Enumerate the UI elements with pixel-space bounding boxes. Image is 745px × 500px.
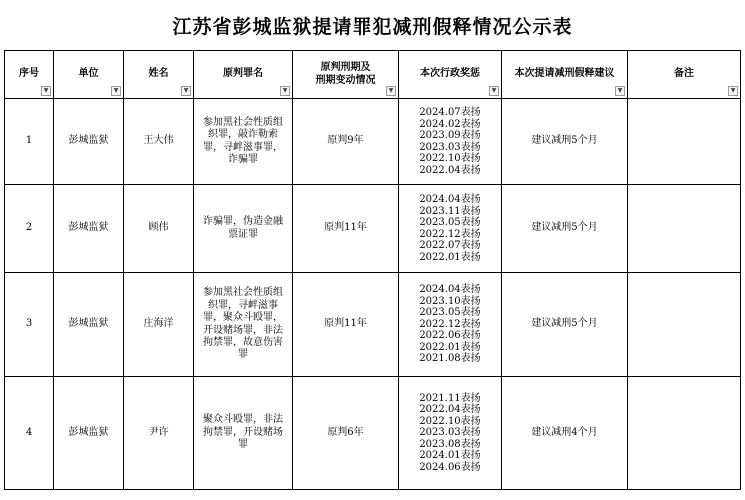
header-unit-label: 单位 — [78, 68, 99, 80]
table-row — [5, 185, 741, 273]
filter-dropdown-icon[interactable]: ▼ — [386, 86, 396, 96]
cell-name: 庄海洋 — [124, 273, 194, 377]
cell-term: 原判6年 — [293, 377, 399, 490]
cell-remark — [628, 273, 741, 377]
header-seq-label: 序号 — [19, 68, 39, 80]
filter-dropdown-icon[interactable]: ▼ — [181, 86, 191, 96]
award-entry: 2023.03表扬 — [419, 427, 481, 439]
cell-term: 原判9年 — [293, 99, 399, 185]
header-name — [124, 51, 194, 99]
filter-dropdown-icon[interactable]: ▼ — [728, 86, 738, 96]
award-entry: 2022.04表扬 — [419, 164, 481, 176]
cell-crime: 聚众斗殴罪，非法拘禁罪，开设赌场罪 — [194, 377, 293, 490]
award-entry: 2022.04表扬 — [419, 404, 481, 416]
cell-crime: 参加黑社会性质组织罪，寻衅滋事罪，聚众斗殴罪，开设赌场罪，非法拘禁罪，故意伤害罪 — [194, 273, 293, 377]
header-unit — [54, 51, 124, 99]
header-term-line2: 刑期变动情况 — [315, 74, 376, 86]
award-entry: 2023.10表扬 — [419, 295, 481, 307]
header-term — [293, 51, 399, 99]
header-proposal — [502, 51, 628, 99]
header-name-label: 姓名 — [148, 68, 169, 80]
cell-unit: 彭城监狱 — [54, 273, 124, 377]
cell-seq: 2 — [5, 185, 54, 273]
cell-awards — [399, 99, 502, 185]
header-awards-label: 本次行政奖惩 — [420, 68, 480, 80]
cell-unit: 彭城监狱 — [54, 99, 124, 185]
cell-crime: 参加黑社会性质组织罪，敲诈勒索罪，寻衅滋事罪，诈骗罪 — [194, 99, 293, 185]
header-crime — [194, 51, 293, 99]
award-entry: 2022.06表扬 — [419, 330, 481, 342]
filter-dropdown-icon[interactable]: ▼ — [489, 86, 499, 96]
award-entry: 2022.01表扬 — [419, 341, 481, 353]
cell-remark — [628, 185, 741, 273]
cell-seq: 4 — [5, 377, 54, 490]
cell-awards — [399, 273, 502, 377]
header-row — [5, 51, 741, 99]
award-entry: 2024.07表扬 — [419, 107, 481, 118]
header-seq — [5, 51, 54, 99]
award-entry: 2022.01表扬 — [419, 251, 481, 263]
cell-seq: 1 — [5, 99, 54, 185]
award-entry: 2023.08表扬 — [419, 438, 481, 450]
header-proposal-label: 本次提请减刑假释建议 — [514, 68, 615, 80]
cell-remark — [628, 377, 741, 490]
header-remark — [628, 51, 741, 99]
page-title: 江苏省彭城监狱提请罪犯减刑假释情况公示表 — [172, 15, 573, 38]
award-entry: 2022.12表扬 — [419, 228, 481, 240]
award-entry: 2024.04表扬 — [419, 194, 481, 205]
table-row — [5, 99, 741, 185]
header-crime-label: 原判罪名 — [223, 68, 263, 80]
award-entry: 2024.02表扬 — [419, 118, 481, 130]
award-entry: 2021.08表扬 — [419, 353, 481, 365]
award-entry: 2023.09表扬 — [419, 130, 481, 141]
cell-awards — [399, 185, 502, 273]
cell-term: 原判11年 — [293, 273, 399, 377]
cell-proposal: 建议减刑4个月 — [502, 377, 628, 490]
cell-remark — [628, 99, 741, 185]
header-remark-label: 备注 — [674, 68, 694, 80]
filter-dropdown-icon[interactable]: ▼ — [41, 86, 51, 96]
award-entry: 2022.12表扬 — [419, 318, 481, 330]
award-entry: 2024.01表扬 — [419, 450, 481, 462]
cell-name: 尹许 — [124, 377, 194, 490]
table-row — [5, 273, 741, 377]
award-entry: 2023.05表扬 — [419, 307, 481, 319]
cell-proposal: 建议减刑5个月 — [502, 99, 628, 185]
cell-term: 原判11年 — [293, 185, 399, 273]
cell-unit: 彭城监狱 — [54, 185, 124, 273]
award-entry: 2022.10表扬 — [419, 415, 481, 427]
cell-seq: 3 — [5, 273, 54, 377]
cell-crime: 诈骗罪，伪造金融票证罪 — [194, 185, 293, 273]
award-entry: 2021.11表扬 — [419, 392, 481, 404]
public-notice-table — [4, 50, 741, 490]
header-awards — [399, 51, 502, 99]
award-entry: 2022.10表扬 — [419, 153, 481, 164]
filter-dropdown-icon[interactable]: ▼ — [615, 86, 625, 96]
award-entry: 2023.11表扬 — [419, 205, 481, 217]
cell-name: 顾伟 — [124, 185, 194, 273]
cell-awards — [399, 377, 502, 490]
cell-proposal: 建议减刑5个月 — [502, 273, 628, 377]
cell-name: 王大伟 — [124, 99, 194, 185]
header-term-line1: 原判刑期及 — [320, 62, 371, 74]
filter-dropdown-icon[interactable]: ▼ — [111, 86, 121, 96]
award-entry: 2023.05表扬 — [419, 217, 481, 228]
award-entry: 2023.03表扬 — [419, 141, 481, 153]
filter-dropdown-icon[interactable]: ▼ — [280, 86, 290, 96]
cell-proposal: 建议减刑5个月 — [502, 185, 628, 273]
table-row — [5, 377, 741, 490]
award-entry: 2024.06表扬 — [419, 461, 481, 473]
cell-unit: 彭城监狱 — [54, 377, 124, 490]
award-entry: 2022.07表扬 — [419, 240, 481, 251]
award-entry: 2024.04表扬 — [419, 284, 481, 296]
